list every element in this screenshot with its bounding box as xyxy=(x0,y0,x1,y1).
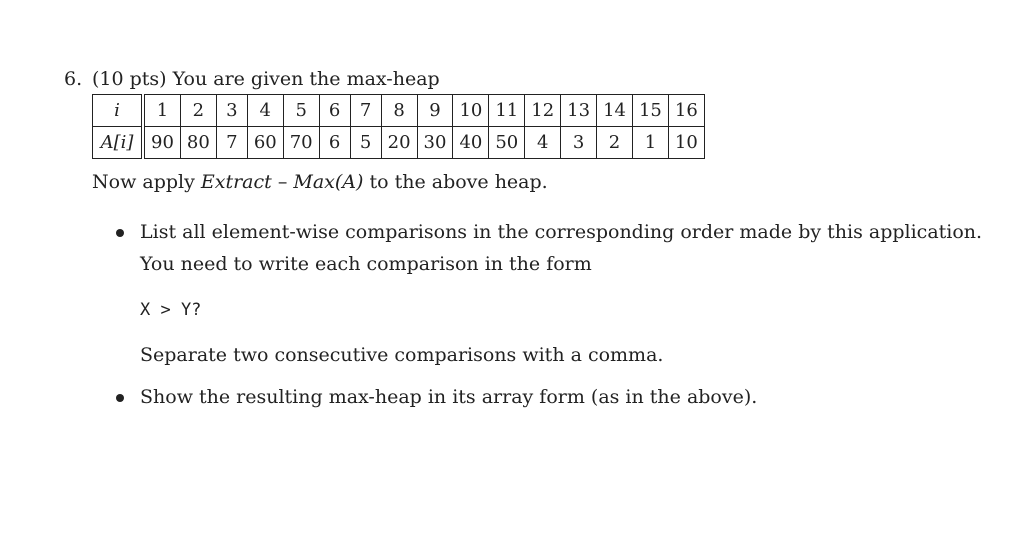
operation-left: Extract xyxy=(200,171,272,193)
value-cell: 3 xyxy=(561,127,597,159)
operation-dash: – xyxy=(271,171,294,193)
value-cell: 10 xyxy=(668,127,704,159)
value-cell: 90 xyxy=(143,127,180,159)
operation-right: Max xyxy=(293,171,335,193)
value-cell: 70 xyxy=(283,127,319,159)
operation-arg: (A) xyxy=(334,171,364,193)
index-cell: 15 xyxy=(632,95,668,127)
value-cell: 2 xyxy=(597,127,633,159)
value-cell: 50 xyxy=(489,127,525,159)
value-row xyxy=(93,127,705,159)
bullet-dot-icon xyxy=(116,394,124,402)
index-cell: 4 xyxy=(247,95,283,127)
bullet-dot-icon xyxy=(116,229,124,237)
instruction-suffix: to the above heap. xyxy=(363,171,548,193)
value-cell: 4 xyxy=(525,127,561,159)
index-cell: 12 xyxy=(525,95,561,127)
index-cell: 13 xyxy=(561,95,597,127)
index-cell: 1 xyxy=(143,95,180,127)
index-header: i xyxy=(93,95,144,127)
bullet-text-1: List all element-wise comparisons in the corresponding order made by this application. xyxy=(140,221,983,243)
index-cell: 5 xyxy=(283,95,319,127)
value-cell: 5 xyxy=(350,127,381,159)
index-cell: 14 xyxy=(597,95,633,127)
index-cell: 6 xyxy=(319,95,350,127)
instruction-prefix: Now apply xyxy=(92,171,201,193)
value-cell: 1 xyxy=(632,127,668,159)
comparison-form-code: X > Y? xyxy=(140,300,202,320)
index-cell: 3 xyxy=(216,95,247,127)
value-cell: 6 xyxy=(319,127,350,159)
index-cell: 11 xyxy=(489,95,525,127)
index-cell: 7 xyxy=(350,95,381,127)
value-header: A[i] xyxy=(93,127,144,159)
heap-table xyxy=(92,94,705,159)
value-cell: 40 xyxy=(453,127,489,159)
index-cell: 9 xyxy=(417,95,453,127)
bullet-text-2: Show the resulting max-heap in its array form (as in the above). xyxy=(140,386,758,408)
index-cell: 16 xyxy=(668,95,704,127)
index-cell: 2 xyxy=(180,95,216,127)
bullet-text-1-line2: You need to write each comparison in the form xyxy=(140,253,592,275)
problem-number: 6. xyxy=(64,68,83,90)
instruction-line xyxy=(92,169,548,195)
index-row xyxy=(93,95,705,127)
problem-header xyxy=(64,66,440,92)
separator-note: Separate two consecutive comparisons with a comma. xyxy=(140,344,664,366)
problem-intro: (10 pts) You are given the max-heap xyxy=(92,68,440,90)
value-cell: 7 xyxy=(216,127,247,159)
index-cell: 10 xyxy=(453,95,489,127)
index-cell: 8 xyxy=(381,95,417,127)
value-cell: 60 xyxy=(247,127,283,159)
value-cell: 80 xyxy=(180,127,216,159)
value-cell: 30 xyxy=(417,127,453,159)
value-cell: 20 xyxy=(381,127,417,159)
